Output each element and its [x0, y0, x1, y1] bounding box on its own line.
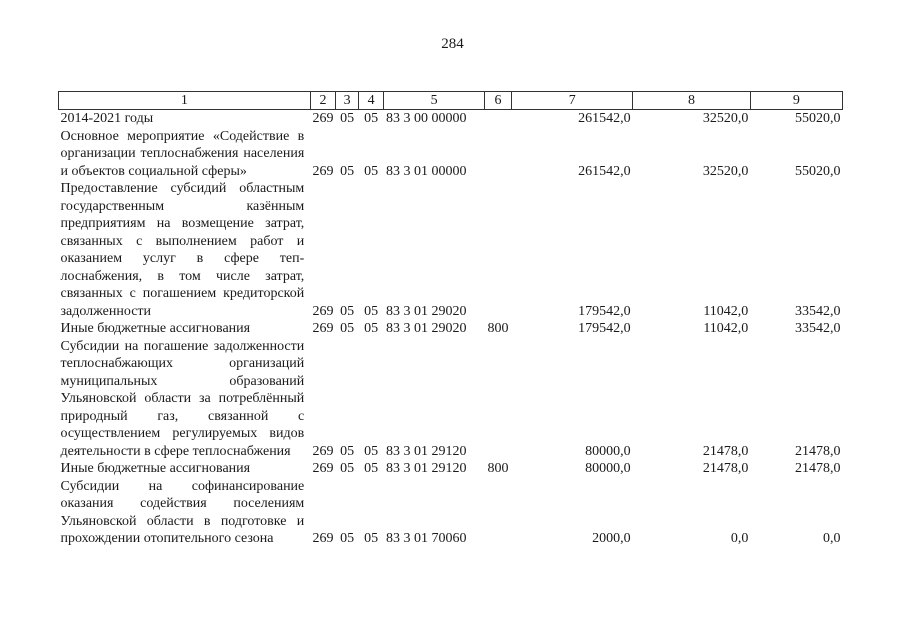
col-header-6: 6	[484, 92, 512, 110]
cell-amount-7: 179542,0	[578, 321, 631, 336]
cell-amount-8: 21478,0	[702, 443, 749, 459]
cell-amount-9: 0,0	[823, 531, 841, 546]
cell-subsection: 05	[364, 111, 379, 126]
budget-table	[58, 91, 843, 548]
cell-amount-8: 21478,0	[702, 461, 749, 476]
row-description: Иные бюджетные ассигнования	[60, 321, 251, 336]
cell-amount-9: 55020,0	[795, 111, 841, 126]
col-header-3: 3	[336, 92, 359, 110]
cell-amount-8: 32520,0	[702, 163, 749, 179]
cell-section: 05	[340, 111, 355, 126]
col-header-5: 5	[384, 92, 484, 110]
row-description: Основное мероприятие «Содействие в организации теплоснабжения населения и объектов социальной сферы»	[60, 128, 305, 179]
col-header-4: 4	[358, 92, 384, 110]
cell-amount-7: 80000,0	[585, 461, 631, 476]
cell-section: 05	[340, 321, 355, 336]
cell-subsection: 05	[364, 303, 379, 319]
cell-admin-code: 269	[312, 321, 334, 336]
table-row	[59, 460, 843, 478]
cell-amount-9: 55020,0	[795, 163, 841, 179]
cell-section: 05	[340, 461, 355, 476]
cell-subsection: 05	[364, 531, 379, 546]
table-row	[59, 180, 843, 320]
cell-amount-7: 179542,0	[578, 303, 631, 319]
cell-target-article: 83 3 01 29020	[385, 321, 467, 336]
cell-admin-code: 269	[312, 303, 334, 319]
col-header-8: 8	[633, 92, 751, 110]
cell-amount-9: 21478,0	[795, 461, 841, 476]
row-description: Субсидии на погашение задолженности теплоснабжающих организаций муниципальных образований Ульяновской области за потреблённый природный газ, связанной с осуществлением регулируемых видов деятельности в сфере теплоснабжения	[60, 338, 305, 459]
cell-amount-7: 2000,0	[592, 531, 631, 546]
cell-amount-7: 261542,0	[578, 163, 631, 179]
row-description: Иные бюджетные ассигнования	[60, 461, 251, 476]
cell-amount-7: 261542,0	[578, 111, 631, 126]
cell-expense-type	[484, 110, 512, 128]
cell-section: 05	[340, 531, 355, 546]
cell-section: 05	[340, 163, 355, 179]
table-row	[59, 338, 843, 461]
cell-admin-code: 269	[312, 111, 334, 126]
col-header-9: 9	[750, 92, 842, 110]
page-number: 284	[441, 36, 464, 52]
table-row	[59, 478, 843, 548]
row-description: Предоставление субсидий областным государственным казённым предприятиям на возмещение затрат, связанных с выполнением работ и оказанием услуг в сфере теплоснабжения, в том числе затрат, связанных с погашением кредиторской задолженности	[60, 181, 305, 319]
cell-section: 05	[340, 443, 355, 459]
cell-amount-8: 11042,0	[703, 303, 749, 319]
table-row	[59, 128, 843, 181]
table-row	[59, 320, 843, 338]
cell-section: 05	[340, 303, 355, 319]
cell-admin-code: 269	[312, 443, 334, 459]
col-header-7: 7	[512, 92, 633, 110]
cell-amount-9: 33542,0	[795, 321, 841, 336]
cell-amount-8: 0,0	[730, 531, 749, 546]
cell-expense-type: 800	[487, 461, 509, 476]
cell-admin-code: 269	[312, 461, 334, 476]
table-row	[59, 110, 843, 128]
cell-target-article: 83 3 01 70060	[385, 531, 467, 546]
cell-expense-type	[484, 128, 512, 181]
cell-target-article: 83 3 00 00000	[385, 111, 467, 126]
cell-expense-type	[484, 180, 512, 320]
cell-subsection: 05	[364, 321, 379, 336]
row-description: Субсидии на софинансирование оказания содействия поселениям Ульяновской области в подготовке и прохождении отопительного сезона	[60, 478, 305, 546]
cell-target-article: 83 3 01 00000	[385, 163, 467, 179]
cell-expense-type: 800	[487, 321, 509, 336]
cell-amount-9: 21478,0	[795, 443, 841, 459]
cell-amount-7: 80000,0	[585, 443, 631, 459]
row-description: 2014-2021 годы	[60, 111, 154, 126]
cell-subsection: 05	[364, 163, 379, 179]
cell-amount-8: 32520,0	[702, 111, 749, 126]
cell-target-article: 83 3 01 29020	[385, 303, 467, 319]
cell-admin-code: 269	[312, 531, 334, 546]
cell-expense-type	[484, 338, 512, 461]
header-row	[59, 92, 843, 110]
cell-subsection: 05	[364, 443, 379, 459]
cell-admin-code: 269	[312, 163, 334, 179]
cell-amount-8: 11042,0	[703, 321, 749, 336]
cell-subsection: 05	[364, 461, 379, 476]
cell-amount-9: 33542,0	[795, 303, 841, 319]
col-header-2: 2	[310, 92, 336, 110]
cell-target-article: 83 3 01 29120	[385, 443, 467, 459]
col-header-1: 1	[59, 92, 311, 110]
cell-target-article: 83 3 01 29120	[385, 461, 467, 476]
cell-expense-type	[484, 478, 512, 548]
